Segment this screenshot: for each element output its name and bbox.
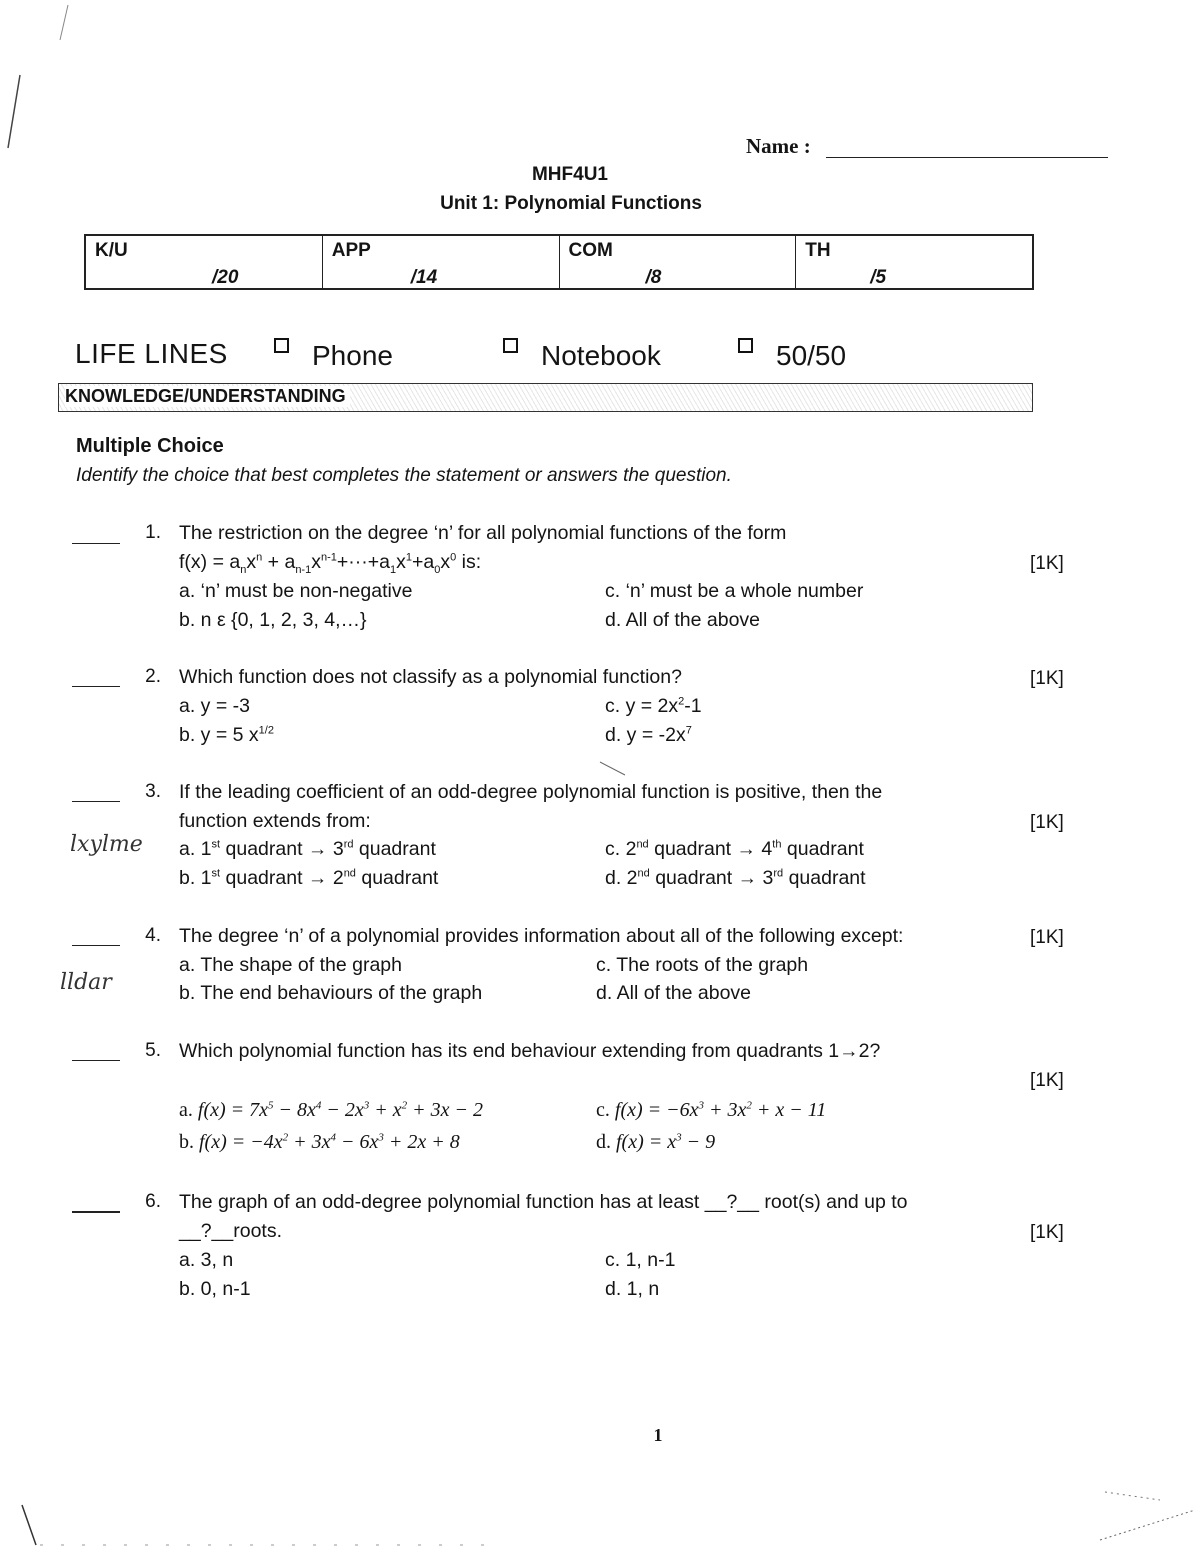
option-d[interactable]: d. All of the above — [605, 609, 761, 631]
option-b[interactable]: b. n ε {0, 1, 2, 3, 4,…} — [179, 609, 367, 631]
option-d[interactable]: d. All of the above — [596, 982, 752, 1004]
section-instructions: Identify the choice that best completes the statement or answers the question. — [76, 465, 732, 486]
option-b[interactable]: b. $f(x) = -4x^2 + 3x^4 - 6x^3 + 2x + 8$ — [179, 1131, 460, 1153]
lifeline-phone-label: Phone — [312, 340, 393, 371]
option-b[interactable]: b. The end behaviours of the graph — [179, 982, 483, 1004]
name-label: Name : — [746, 134, 811, 158]
question-number: 1. — [145, 522, 161, 543]
option-d[interactable]: d. $y = -2x^7$ — [605, 724, 692, 746]
option-d[interactable]: d. 2nd quadrant → 3rd quadrant — [605, 867, 866, 889]
question-mark: [1K] — [1030, 553, 1064, 574]
marks-total: /8 — [645, 267, 662, 288]
option-c[interactable]: c. $y = 2x^2-1$ — [605, 695, 702, 717]
lifeline-5050-label: 50/50 — [776, 340, 847, 371]
marks-label: K/U — [95, 240, 128, 261]
marks-label: COM — [568, 240, 613, 261]
question-text-continued: __?__roots. — [179, 1220, 282, 1242]
handwritten-initials: lldar — [60, 970, 112, 995]
question-text-continued: function extends from: — [179, 810, 371, 832]
question-mark: [1K] — [1030, 812, 1064, 833]
option-c[interactable]: c. 2nd quadrant → 4th quadrant — [605, 838, 864, 860]
course-code: MHF4U1 — [531, 164, 608, 185]
question-text: The restriction on the degree ‘n’ for all polynomial functions of the form — [179, 522, 787, 544]
marks-total: /5 — [870, 267, 887, 288]
handwritten-initials: lxylme — [70, 832, 143, 857]
question-number: 3. — [145, 781, 161, 802]
question-number: 2. — [145, 666, 161, 687]
option-a[interactable]: a. The shape of the graph — [179, 954, 402, 976]
question-mark: [1K] — [1030, 1222, 1064, 1243]
option-d[interactable]: d. $f(x) = x^3 - 9$ — [596, 1131, 716, 1153]
marks-label: TH — [805, 240, 831, 261]
question-number: 5. — [145, 1040, 161, 1061]
option-c[interactable]: c. 1, n-1 — [605, 1249, 676, 1271]
option-d-text: d. y = -2x — [605, 724, 686, 746]
lifeline-notebook-label: Notebook — [541, 340, 661, 371]
marks-label: APP — [331, 240, 371, 261]
option-a[interactable]: a. ‘n’ must be non-negative — [179, 580, 413, 602]
marks-total: /14 — [410, 267, 438, 288]
page-number: 1 — [653, 1425, 663, 1445]
option-c[interactable]: c. $f(x) = -6x^3 + 3x^2 + x - 11$ — [596, 1099, 827, 1121]
option-c[interactable]: c. ‘n’ must be a whole number — [605, 580, 864, 602]
section-subtitle: Multiple Choice — [76, 435, 224, 457]
question-mark: [1K] — [1030, 1070, 1064, 1091]
question-mark: [1K] — [1030, 927, 1064, 948]
option-a[interactable]: a. $f(x) = 7x^5 - 8x^4 - 2x^3 + x^2 + 3x - 2$ — [179, 1099, 484, 1121]
option-b[interactable]: b. y = 5 $x^{1/2}$ — [179, 724, 274, 746]
option-a[interactable]: a. 3, n — [179, 1249, 234, 1271]
section-title: KNOWLEDGE/UNDERSTANDING — [65, 386, 350, 407]
question-text: The degree ‘n’ of a polynomial provides information about all of the following except: — [179, 925, 904, 947]
question-text: Which polynomial function has its end behaviour extending from quadrants 1→2? — [179, 1040, 881, 1062]
option-a[interactable]: a. y = -3 — [179, 695, 250, 717]
question-text: The graph of an odd-degree polynomial function has at least __?__ root(s) and up to — [179, 1191, 908, 1213]
option-a[interactable]: a. 1st quadrant → 3rd quadrant — [179, 838, 436, 860]
question-mark: [1K] — [1030, 668, 1064, 689]
lifelines-title: LIFE LINES — [75, 338, 228, 369]
unit-title: Unit 1: Polynomial Functions — [440, 193, 702, 214]
option-b[interactable]: b. 1st quadrant → 2nd quadrant — [179, 867, 439, 889]
question-text: Which function does not classify as a polynomial function? — [179, 666, 682, 688]
option-b[interactable]: b. 0, n-1 — [179, 1278, 251, 1300]
option-c[interactable]: c. The roots of the graph — [596, 954, 809, 976]
marks-total: /20 — [212, 267, 239, 288]
question-formula: $f(x) = a_nx^n + a_{n-1}x^{n-1}+\cdot\cdot\cdot+a_1x^1+a_0x^0$ is: — [179, 551, 482, 576]
question-text: If the leading coefficient of an odd-degree polynomial function is positive, then the — [179, 781, 883, 803]
question-number: 4. — [145, 925, 161, 946]
option-d[interactable]: d. 1, n — [605, 1278, 660, 1300]
question-number: 6. — [145, 1191, 161, 1212]
